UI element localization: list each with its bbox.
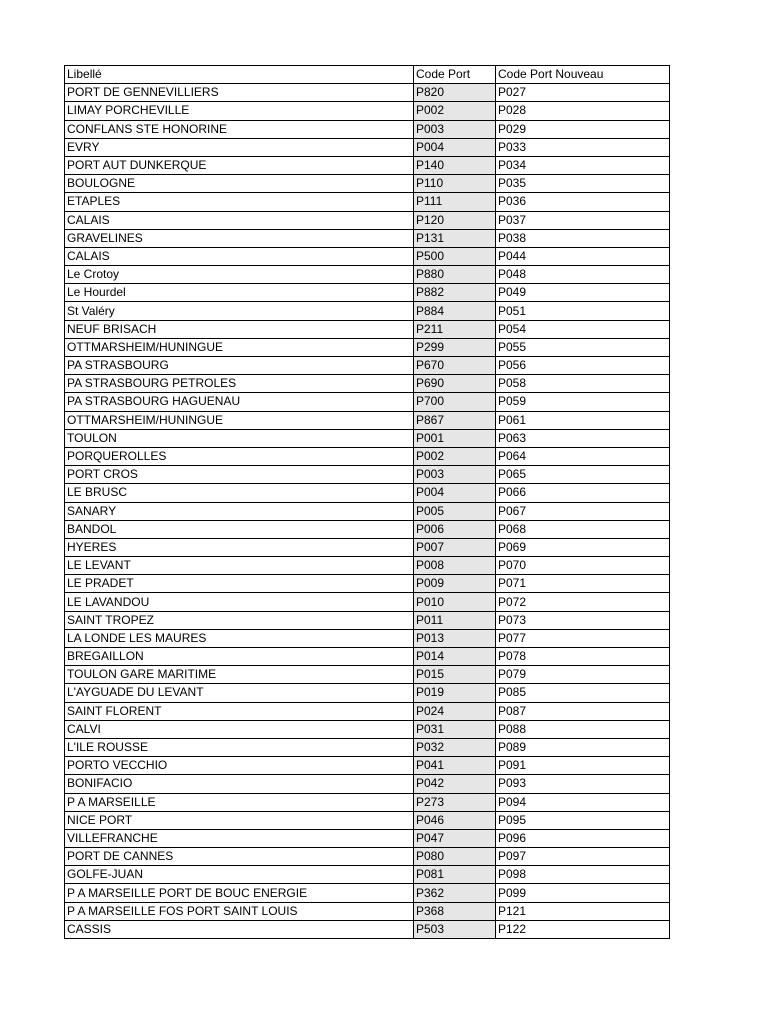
cell-libelle: CONFLANS STE HONORINE [65, 120, 414, 138]
cell-code-port-nouveau: P097 [496, 848, 670, 866]
cell-libelle: TOULON [65, 429, 414, 447]
cell-libelle: BREGAILLON [65, 648, 414, 666]
cell-code-port: P690 [414, 375, 496, 393]
cell-code-port: P299 [414, 338, 496, 356]
table-row [65, 502, 670, 520]
cell-code-port-nouveau: P055 [496, 338, 670, 356]
cell-code-port-nouveau: P121 [496, 902, 670, 920]
cell-code-port: P005 [414, 502, 496, 520]
header-row [65, 66, 670, 84]
cell-code-port-nouveau: P028 [496, 102, 670, 120]
cell-libelle: GOLFE-JUAN [65, 866, 414, 884]
cell-libelle: Le Hourdel [65, 284, 414, 302]
cell-libelle: TOULON GARE MARITIME [65, 666, 414, 684]
table-row [65, 229, 670, 247]
cell-code-port: P131 [414, 229, 496, 247]
cell-libelle: P A MARSEILLE FOS PORT SAINT LOUIS [65, 902, 414, 920]
table-row [65, 320, 670, 338]
cell-code-port-nouveau: P061 [496, 411, 670, 429]
table-row [65, 357, 670, 375]
cell-code-port-nouveau: P070 [496, 557, 670, 575]
cell-code-port: P500 [414, 247, 496, 265]
table-row [65, 811, 670, 829]
cell-libelle: ETAPLES [65, 193, 414, 211]
header-libelle: Libellé [65, 66, 414, 84]
table-row [65, 411, 670, 429]
cell-code-port: P041 [414, 757, 496, 775]
cell-code-port-nouveau: P078 [496, 648, 670, 666]
table-row [65, 538, 670, 556]
cell-code-port: P670 [414, 357, 496, 375]
cell-libelle: VILLEFRANCHE [65, 829, 414, 847]
cell-code-port: P007 [414, 538, 496, 556]
cell-code-port-nouveau: P073 [496, 611, 670, 629]
table-row [65, 684, 670, 702]
cell-libelle: PORTO VECCHIO [65, 757, 414, 775]
cell-libelle: HYERES [65, 538, 414, 556]
cell-code-port: P004 [414, 484, 496, 502]
table-row [65, 848, 670, 866]
table-row [65, 648, 670, 666]
cell-code-port: P009 [414, 575, 496, 593]
cell-code-port: P368 [414, 902, 496, 920]
cell-code-port: P003 [414, 466, 496, 484]
cell-code-port: P011 [414, 611, 496, 629]
cell-code-port: P880 [414, 266, 496, 284]
table-row [65, 520, 670, 538]
cell-code-port-nouveau: P048 [496, 266, 670, 284]
cell-libelle: L'AYGUADE DU LEVANT [65, 684, 414, 702]
cell-libelle: GRAVELINES [65, 229, 414, 247]
cell-libelle: CALVI [65, 720, 414, 738]
cell-libelle: P A MARSEILLE [65, 793, 414, 811]
cell-code-port-nouveau: P098 [496, 866, 670, 884]
cell-code-port: P024 [414, 702, 496, 720]
cell-code-port-nouveau: P094 [496, 793, 670, 811]
cell-code-port: P006 [414, 520, 496, 538]
cell-libelle: CASSIS [65, 920, 414, 938]
cell-libelle: Le Crotoy [65, 266, 414, 284]
cell-code-port-nouveau: P036 [496, 193, 670, 211]
cell-code-port-nouveau: P085 [496, 684, 670, 702]
table-row [65, 720, 670, 738]
cell-code-port: P046 [414, 811, 496, 829]
cell-libelle: BONIFACIO [65, 775, 414, 793]
table-row [65, 611, 670, 629]
cell-code-port-nouveau: P066 [496, 484, 670, 502]
cell-code-port: P884 [414, 302, 496, 320]
cell-libelle: SANARY [65, 502, 414, 520]
cell-code-port-nouveau: P069 [496, 538, 670, 556]
cell-code-port: P010 [414, 593, 496, 611]
cell-code-port: P140 [414, 156, 496, 174]
cell-libelle: LE LEVANT [65, 557, 414, 575]
cell-code-port: P362 [414, 884, 496, 902]
cell-code-port-nouveau: P051 [496, 302, 670, 320]
cell-libelle: LIMAY PORCHEVILLE [65, 102, 414, 120]
cell-code-port: P820 [414, 84, 496, 102]
cell-code-port: P003 [414, 120, 496, 138]
cell-code-port: P120 [414, 211, 496, 229]
cell-libelle: PORQUEROLLES [65, 447, 414, 465]
cell-libelle: PA STRASBOURG HAGUENAU [65, 393, 414, 411]
cell-code-port-nouveau: P059 [496, 393, 670, 411]
table-row [65, 375, 670, 393]
table-row [65, 702, 670, 720]
table-row [65, 920, 670, 938]
table-row [65, 211, 670, 229]
cell-libelle: LE BRUSC [65, 484, 414, 502]
table-row [65, 902, 670, 920]
cell-code-port-nouveau: P079 [496, 666, 670, 684]
cell-libelle: LE PRADET [65, 575, 414, 593]
cell-code-port-nouveau: P091 [496, 757, 670, 775]
cell-libelle: CALAIS [65, 247, 414, 265]
cell-libelle: PA STRASBOURG PETROLES [65, 375, 414, 393]
cell-code-port: P001 [414, 429, 496, 447]
table-row [65, 266, 670, 284]
table-row [65, 429, 670, 447]
table-row [65, 466, 670, 484]
table-row [65, 393, 670, 411]
table-row [65, 247, 670, 265]
table-row [65, 193, 670, 211]
cell-code-port-nouveau: P071 [496, 575, 670, 593]
table-row [65, 175, 670, 193]
cell-code-port-nouveau: P093 [496, 775, 670, 793]
table-row [65, 666, 670, 684]
cell-code-port-nouveau: P033 [496, 138, 670, 156]
table-row [65, 829, 670, 847]
header-code-port-nouveau: Code Port Nouveau [496, 66, 670, 84]
cell-code-port: P032 [414, 738, 496, 756]
cell-code-port-nouveau: P099 [496, 884, 670, 902]
table-row [65, 302, 670, 320]
table-row [65, 156, 670, 174]
cell-code-port: P211 [414, 320, 496, 338]
cell-code-port: P015 [414, 666, 496, 684]
table-row [65, 738, 670, 756]
cell-code-port: P273 [414, 793, 496, 811]
cell-code-port-nouveau: P087 [496, 702, 670, 720]
cell-code-port-nouveau: P038 [496, 229, 670, 247]
cell-code-port-nouveau: P056 [496, 357, 670, 375]
table-row [65, 757, 670, 775]
cell-code-port: P503 [414, 920, 496, 938]
cell-code-port-nouveau: P037 [496, 211, 670, 229]
cell-libelle: NEUF BRISACH [65, 320, 414, 338]
cell-libelle: L'ILE ROUSSE [65, 738, 414, 756]
cell-code-port-nouveau: P049 [496, 284, 670, 302]
cell-code-port: P080 [414, 848, 496, 866]
cell-libelle: LE LAVANDOU [65, 593, 414, 611]
cell-code-port: P867 [414, 411, 496, 429]
cell-libelle: LA LONDE LES MAURES [65, 629, 414, 647]
table-row [65, 284, 670, 302]
table-row [65, 138, 670, 156]
cell-code-port-nouveau: P063 [496, 429, 670, 447]
cell-code-port-nouveau: P072 [496, 593, 670, 611]
header-code-port: Code Port [414, 66, 496, 84]
cell-code-port-nouveau: P096 [496, 829, 670, 847]
table-row [65, 484, 670, 502]
table-row [65, 557, 670, 575]
cell-code-port-nouveau: P035 [496, 175, 670, 193]
cell-code-port-nouveau: P058 [496, 375, 670, 393]
cell-code-port: P111 [414, 193, 496, 211]
table-row [65, 593, 670, 611]
cell-libelle: CALAIS [65, 211, 414, 229]
table-row [65, 84, 670, 102]
cell-code-port-nouveau: P067 [496, 502, 670, 520]
cell-libelle: OTTMARSHEIM/HUNINGUE [65, 411, 414, 429]
cell-code-port-nouveau: P054 [496, 320, 670, 338]
cell-code-port: P700 [414, 393, 496, 411]
cell-code-port: P008 [414, 557, 496, 575]
table-row [65, 866, 670, 884]
cell-code-port-nouveau: P027 [496, 84, 670, 102]
table-row [65, 338, 670, 356]
cell-libelle: BOULOGNE [65, 175, 414, 193]
cell-libelle: EVRY [65, 138, 414, 156]
table-row [65, 775, 670, 793]
cell-libelle: SAINT TROPEZ [65, 611, 414, 629]
table-row [65, 629, 670, 647]
cell-code-port: P019 [414, 684, 496, 702]
cell-code-port: P004 [414, 138, 496, 156]
cell-code-port-nouveau: P095 [496, 811, 670, 829]
cell-libelle: PA STRASBOURG [65, 357, 414, 375]
cell-code-port-nouveau: P034 [496, 156, 670, 174]
cell-code-port-nouveau: P088 [496, 720, 670, 738]
cell-libelle: PORT AUT DUNKERQUE [65, 156, 414, 174]
cell-code-port-nouveau: P122 [496, 920, 670, 938]
cell-libelle: PORT DE GENNEVILLIERS [65, 84, 414, 102]
cell-code-port-nouveau: P077 [496, 629, 670, 647]
cell-code-port-nouveau: P029 [496, 120, 670, 138]
cell-code-port: P031 [414, 720, 496, 738]
cell-code-port: P882 [414, 284, 496, 302]
cell-libelle: PORT DE CANNES [65, 848, 414, 866]
cell-code-port-nouveau: P065 [496, 466, 670, 484]
cell-code-port: P013 [414, 629, 496, 647]
cell-code-port: P002 [414, 447, 496, 465]
cell-libelle: SAINT FLORENT [65, 702, 414, 720]
cell-code-port: P110 [414, 175, 496, 193]
table-row [65, 575, 670, 593]
cell-code-port: P002 [414, 102, 496, 120]
cell-libelle: PORT CROS [65, 466, 414, 484]
cell-code-port-nouveau: P044 [496, 247, 670, 265]
cell-code-port-nouveau: P089 [496, 738, 670, 756]
table-row [65, 102, 670, 120]
cell-libelle: P A MARSEILLE PORT DE BOUC ENERGIE [65, 884, 414, 902]
cell-code-port-nouveau: P064 [496, 447, 670, 465]
cell-libelle: NICE PORT [65, 811, 414, 829]
cell-libelle: St Valéry [65, 302, 414, 320]
cell-code-port: P042 [414, 775, 496, 793]
cell-code-port: P081 [414, 866, 496, 884]
cell-code-port-nouveau: P068 [496, 520, 670, 538]
port-code-table [64, 65, 670, 939]
table-row [65, 447, 670, 465]
cell-code-port: P014 [414, 648, 496, 666]
cell-libelle: OTTMARSHEIM/HUNINGUE [65, 338, 414, 356]
table-row [65, 793, 670, 811]
table-row [65, 120, 670, 138]
cell-libelle: BANDOL [65, 520, 414, 538]
table-row [65, 884, 670, 902]
cell-code-port: P047 [414, 829, 496, 847]
